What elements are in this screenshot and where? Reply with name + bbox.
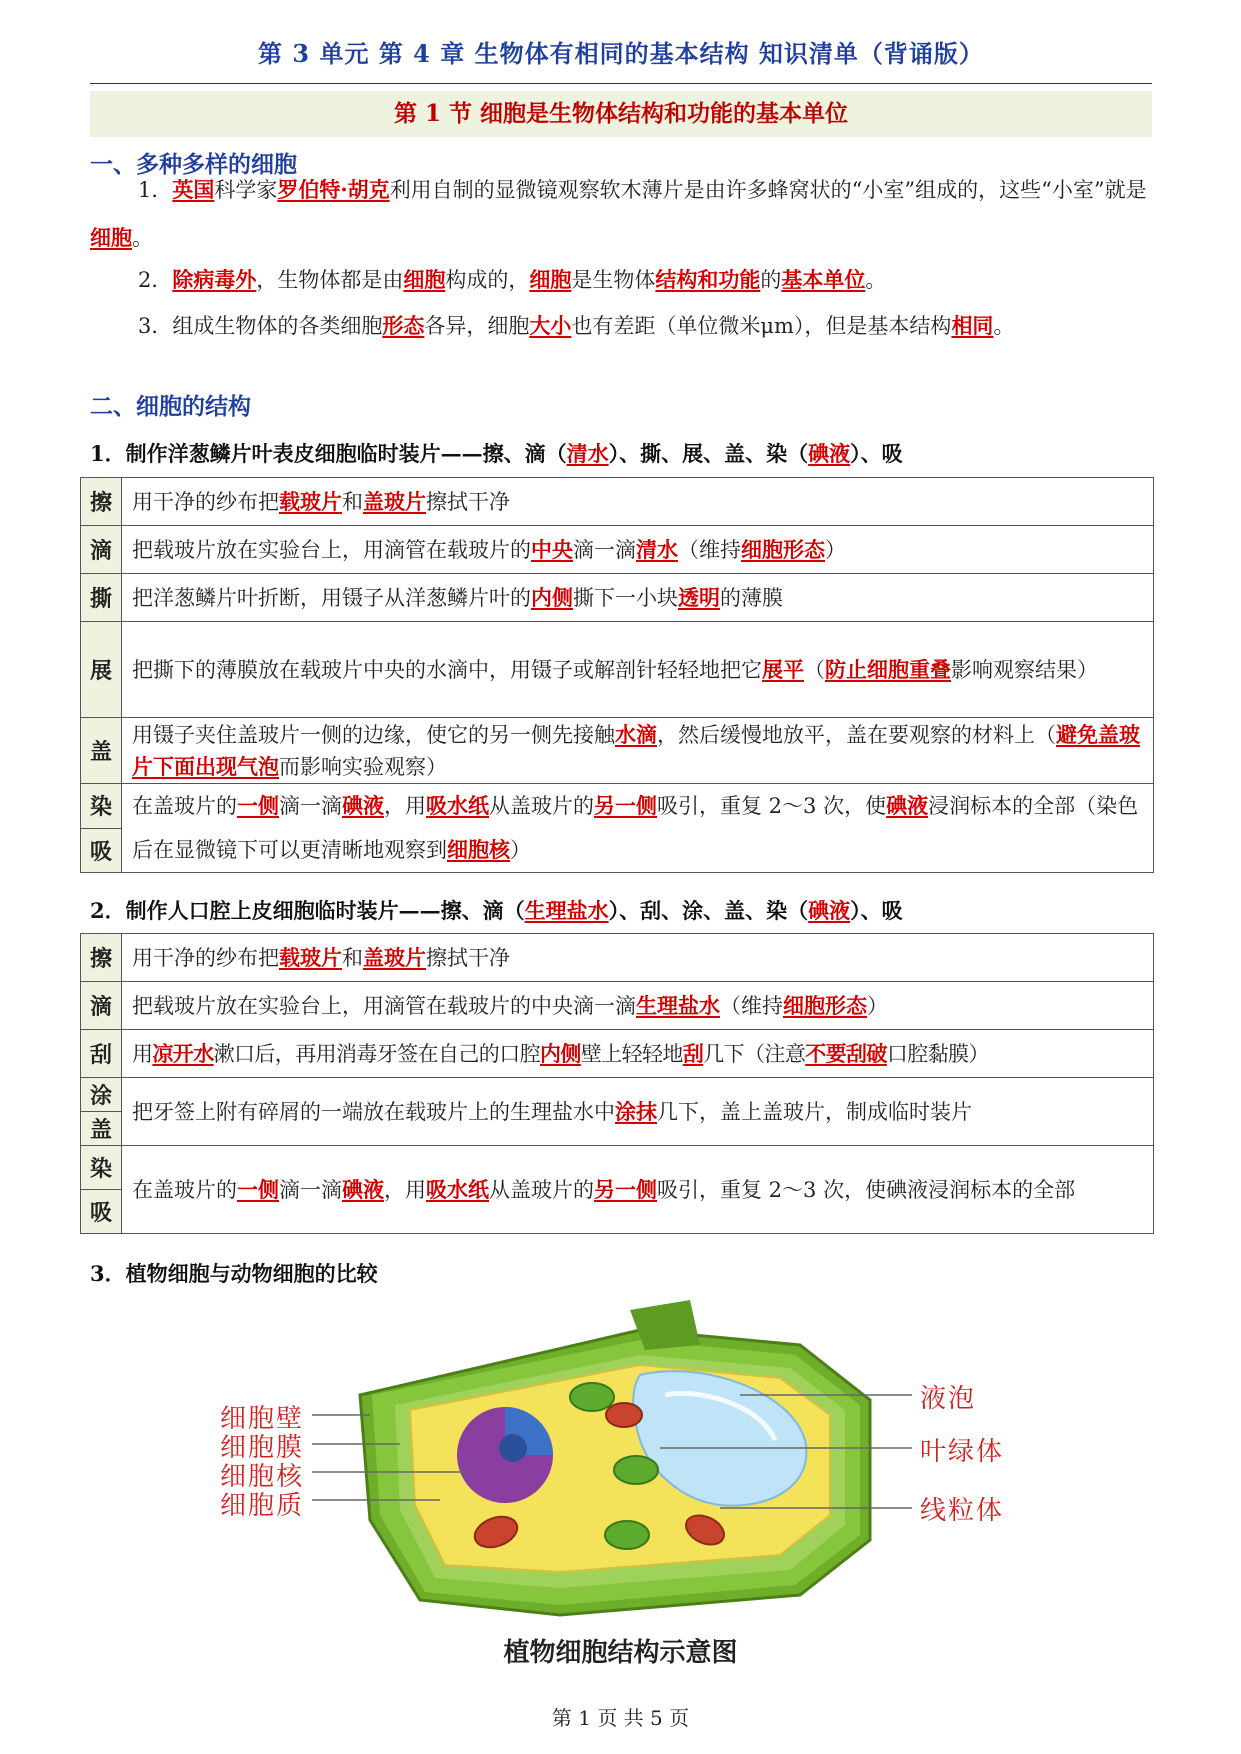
keyword: 罗伯特·胡克 [277, 177, 390, 202]
step-label: 擦 [81, 478, 122, 526]
text: 漱口后，再用消毒牙签在自己的口腔 [213, 1041, 541, 1066]
text: 滴一滴 [279, 1177, 342, 1202]
text: 。 [865, 268, 887, 292]
keyword: 盖玻片 [363, 944, 426, 970]
text: 用 [132, 1041, 153, 1066]
step-label: 染 [81, 784, 122, 829]
text: 的薄膜 [720, 585, 783, 610]
text: 。 [132, 226, 153, 250]
keyword: 英国 [172, 177, 215, 202]
text: 壁上轻轻地 [580, 1041, 683, 1066]
keyword: 生理盐水 [636, 992, 720, 1018]
keyword: 盖玻片 [363, 488, 426, 514]
text: 把载玻片放在实验台上，用滴管在载玻片的 [132, 537, 531, 562]
keyword: 碘液 [808, 441, 851, 466]
text: 把牙签上附有碎屑的一端放在载玻片上的生理盐水中 [132, 1099, 615, 1124]
page-number: 第 1 页 共 5 页 [551, 1706, 690, 1730]
keyword: 另一侧 [594, 1176, 657, 1202]
keyword: 细胞形态 [783, 992, 867, 1018]
keyword: 一侧 [237, 1176, 279, 1202]
document-title: 第 3 单元 第 4 章 生物体有相同的基本结构 知识清单（背诵版） [258, 39, 984, 68]
step-label: 涂 [81, 1078, 122, 1112]
step-label: 吸 [81, 828, 122, 873]
keyword: 基本单位 [781, 267, 866, 292]
text: 撕下一小块 [573, 585, 678, 610]
text: 滴一滴 [279, 794, 342, 818]
keyword: 载玻片 [279, 944, 342, 970]
text: 用干净的纱布把 [132, 945, 279, 970]
keyword: 吸水纸 [426, 1176, 489, 1202]
text: 把撕下的薄膜放在载玻片中央的水滴中，用镊子或解剖针轻轻地把它 [132, 657, 762, 682]
text: 2．制作人口腔上皮细胞临时装片——擦、滴（ [90, 898, 525, 923]
text: 各异，细胞 [424, 314, 530, 338]
keyword: 凉开水 [152, 1040, 214, 1066]
figure-caption: 植物细胞结构示意图 [503, 1638, 738, 1668]
text: 1． [138, 178, 173, 202]
keyword: 清水 [636, 536, 678, 562]
keyword: 相同 [951, 313, 994, 338]
text: ，用 [384, 794, 426, 818]
text: ，生物体都是由 [256, 268, 404, 292]
keyword: 碘液 [342, 793, 384, 818]
step-label: 滴 [81, 526, 122, 574]
text: 擦拭干净 [426, 489, 510, 514]
keyword: 细胞 [529, 267, 572, 292]
text: 浸润标本的全部（染色后在显微镜下可以更清晰地观察到 [132, 794, 1139, 862]
text: （ [804, 657, 825, 682]
label-cytoplasm: 细胞质 [220, 1491, 305, 1521]
text: ） [825, 537, 846, 562]
keyword: 细胞核 [447, 837, 510, 862]
text: 而影响实验观察） [279, 754, 447, 779]
keyword: 内侧 [531, 584, 573, 610]
keyword: 除病毒外 [172, 267, 257, 292]
keyword: 不要刮破 [805, 1040, 887, 1066]
text: 是生物体 [571, 268, 656, 292]
text: ，然后缓慢地放平，盖在要观察的材料上（ [657, 722, 1056, 747]
keyword: 碘液 [808, 898, 851, 923]
part1-heading: 一、多种多样的细胞 [90, 151, 297, 178]
text: （维持 [678, 537, 741, 562]
keyword: 载玻片 [279, 488, 342, 514]
label-chloroplast: 叶绿体 [920, 1437, 1005, 1467]
keyword: 细胞形态 [741, 536, 825, 562]
text: 用镊子夹住盖玻片一侧的边缘，使它的另一侧先接触 [132, 722, 615, 747]
text: ）、撕、展、盖、染（ [608, 441, 809, 466]
text: 从盖玻片的 [489, 1177, 594, 1202]
text: 构成的， [445, 268, 530, 292]
text: （维持 [720, 993, 783, 1018]
keyword: 大小 [529, 313, 572, 338]
keyword: 防止细胞重叠 [825, 656, 951, 682]
text: 用干净的纱布把 [132, 489, 279, 514]
step-label: 染 [81, 1146, 122, 1190]
text: 吸引，重复 2～3 次，使碘液浸润标本的全部 [657, 1177, 1076, 1202]
text: 利用自制的显微镜观察软木薄片是由许多蜂窝状的“小室”组成的，这些“小室”就是 [389, 178, 1147, 202]
text: 把载玻片放在实验台上，用滴管在载玻片的中央滴一滴 [132, 993, 636, 1018]
text: 影响观察结果） [951, 657, 1098, 682]
text: ，用 [384, 1177, 426, 1202]
text: 。 [993, 314, 1015, 338]
keyword: 另一侧 [594, 793, 657, 818]
comparison-heading: 3．植物细胞与动物细胞的比较 [90, 1261, 378, 1286]
keyword: 展平 [762, 656, 804, 682]
keyword: 水滴 [615, 721, 657, 747]
text: ）、吸 [850, 441, 903, 466]
text: 也有差距（单位微米μm），但是基本结构 [571, 314, 952, 338]
keyword: 清水 [566, 441, 609, 466]
keyword: 结构和功能 [655, 267, 761, 292]
keyword: 一侧 [237, 793, 279, 818]
step-label: 擦 [81, 934, 122, 982]
step-label: 展 [81, 622, 122, 718]
step-label: 吸 [81, 1190, 122, 1234]
keyword: 涂抹 [615, 1098, 657, 1124]
step-label: 盖 [81, 1112, 122, 1146]
step-label: 撕 [81, 574, 122, 622]
text: 吸引，重复 2～3 次，使 [657, 794, 887, 818]
text: 科学家 [214, 178, 278, 202]
text: 在盖玻片的 [132, 794, 237, 818]
keyword: 内侧 [540, 1040, 581, 1066]
step-label: 刮 [81, 1030, 122, 1078]
keyword: 避免盖玻片下面出现气泡 [132, 721, 1140, 779]
text: ）、刮、涂、盖、染（ [608, 898, 809, 923]
label-nucleus: 细胞核 [220, 1462, 305, 1492]
text: 2． [138, 268, 173, 292]
text: 几下，盖上盖玻片，制成临时装片 [657, 1099, 972, 1124]
keyword: 细胞 [90, 225, 132, 250]
label-vacuole: 液泡 [920, 1384, 977, 1414]
keyword: 细胞 [403, 267, 446, 292]
keyword: 刮 [682, 1040, 704, 1066]
label-cell-wall: 细胞壁 [220, 1404, 305, 1434]
text: 和 [342, 945, 363, 970]
text: 和 [342, 489, 363, 514]
keyword: 生理盐水 [524, 898, 609, 923]
text: 把洋葱鳞片叶折断，用镊子从洋葱鳞片叶的 [132, 585, 531, 610]
text: 滴一滴 [573, 537, 636, 562]
text: 口腔黏膜） [886, 1041, 989, 1066]
text: 1．制作洋葱鳞片叶表皮细胞临时装片——擦、滴（ [90, 441, 567, 466]
text: 擦拭干净 [426, 945, 510, 970]
text: 3．组成生物体的各类细胞 [138, 314, 383, 338]
text: 从盖玻片的 [489, 794, 594, 818]
keyword: 碘液 [886, 793, 929, 818]
keyword: 碘液 [342, 1176, 384, 1202]
part2-heading: 二、细胞的结构 [90, 393, 251, 420]
step-label: 滴 [81, 982, 122, 1030]
label-mitochondria: 线粒体 [920, 1496, 1005, 1526]
keyword: 中央 [531, 536, 573, 562]
text: ） [510, 838, 531, 862]
text: ） [867, 993, 888, 1018]
text: 的 [760, 268, 782, 292]
text: ）、吸 [850, 898, 903, 923]
keyword: 形态 [382, 313, 425, 338]
text: 几下（注意 [703, 1041, 806, 1066]
label-cell-membrane: 细胞膜 [220, 1433, 305, 1463]
keyword: 吸水纸 [426, 793, 489, 818]
nucleus [457, 1407, 553, 1503]
text: 在盖玻片的 [132, 1177, 237, 1202]
keyword: 透明 [678, 584, 720, 610]
section-title: 第 1 节 细胞是生物体结构和功能的基本单位 [90, 91, 1152, 137]
step-label: 盖 [81, 718, 122, 784]
